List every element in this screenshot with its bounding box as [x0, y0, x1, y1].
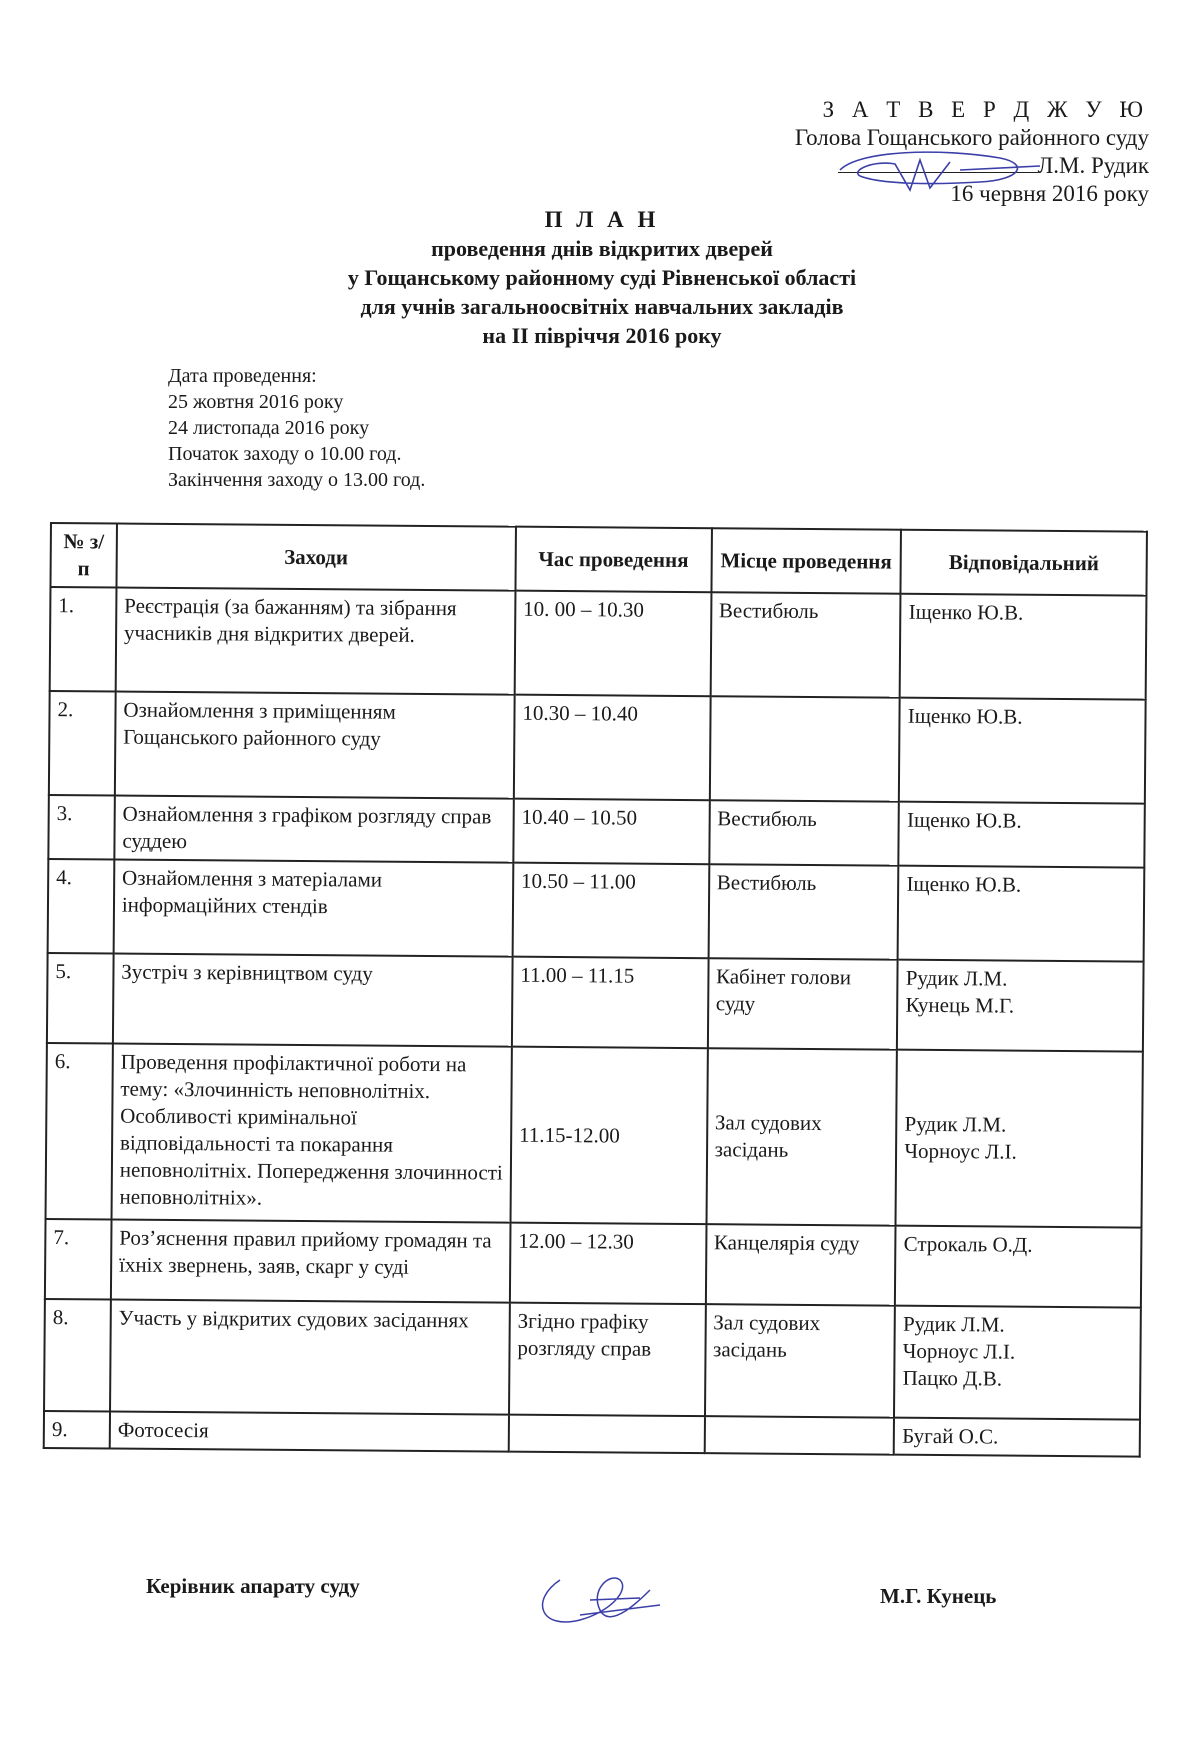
cell-responsible: Рудик Л.М. Чорноус Л.І.: [896, 1050, 1143, 1228]
cell-place: Вестибюль: [708, 864, 898, 959]
table-row: [48, 859, 1145, 962]
cell-number: 5.: [47, 953, 114, 1044]
cell-event: Реєстрація (за бажанням) та зібрання учасників дня відкритих дверей.: [116, 588, 516, 695]
cell-event: Фотосесія: [110, 1411, 509, 1451]
cell-time: 10.40 – 10.50: [513, 799, 709, 865]
cell-responsible: Іщенко Ю.В.: [898, 866, 1144, 962]
table-header-row: [50, 523, 1146, 596]
header-place: Місце проведення: [711, 528, 901, 593]
cell-time: 11.00 – 11.15: [512, 957, 708, 1049]
table-row: [50, 587, 1147, 700]
cell-responsible: Іщенко Ю.В.: [900, 594, 1146, 700]
approval-date: 16 червня 2016 року: [950, 181, 1149, 206]
header-number: № з/п: [50, 523, 116, 588]
title-line: на ІІ півріччя 2016 року: [482, 323, 722, 348]
cell-event: Ознайомлення з матеріалами інформаційних стендів: [113, 860, 513, 957]
approval-name: Л.М. Рудик: [1037, 153, 1149, 178]
plan-table: [43, 522, 1148, 1458]
cell-number: 1.: [50, 587, 117, 692]
cell-event: Ознайомлення з графіком розгляду справ суддею: [114, 796, 514, 863]
table-row: [45, 1219, 1142, 1308]
cell-responsible: Бугай О.С.: [894, 1418, 1140, 1457]
end-time: Закінчення заходу о 13.00 год.: [168, 469, 426, 491]
cell-responsible: Рудик Л.М. Чорноус Л.І. Пацко Д.В.: [894, 1306, 1141, 1420]
table-row: [46, 1043, 1143, 1228]
header-event: Заходи: [116, 524, 516, 591]
start-time: Початок заходу о 10.00 год.: [168, 443, 402, 465]
cell-time: 10. 00 – 10.30: [515, 591, 712, 697]
approval-word: З А Т В Е Р Д Ж У Ю: [822, 97, 1149, 122]
header-time: Час проведення: [515, 527, 711, 593]
dates-label: Дата проведення:: [168, 365, 317, 387]
cell-event: Участь у відкритих судових засіданнях: [110, 1300, 510, 1415]
header-responsible: Відповідальний: [901, 530, 1147, 596]
cell-place: Зал судових засідань: [706, 1048, 897, 1225]
footer-signature: [530, 1560, 680, 1650]
cell-event: Ознайомлення з приміщенням Гощанського районного суду: [115, 692, 515, 799]
cell-number: 6.: [46, 1043, 113, 1220]
title-heading: П Л А Н: [544, 207, 660, 232]
cell-responsible: Іщенко Ю.В.: [899, 698, 1145, 804]
cell-event: Роз’яснення правил прийому громадян та їхніх звернень, заяв, скарг у суді: [111, 1220, 511, 1303]
approval-signature-line: [795, 152, 1149, 180]
date-2: 24 листопада 2016 року: [168, 417, 370, 439]
footer-name: М.Г. Кунець: [880, 1584, 997, 1608]
cell-time: 10.30 – 10.40: [514, 695, 711, 801]
cell-event: Зустріч з керівництвом суду: [113, 954, 513, 1047]
document-title: [0, 205, 1204, 350]
cell-place: Зал судових засідань: [705, 1304, 896, 1417]
cell-time: Згідно графіку розгляду справ: [509, 1303, 706, 1417]
table-row: [47, 953, 1144, 1052]
cell-number: 4.: [48, 859, 115, 954]
approval-block: [795, 96, 1149, 208]
cell-number: 3.: [48, 795, 114, 860]
table-row: [49, 691, 1146, 804]
cell-number: 2.: [49, 691, 116, 796]
cell-responsible: Іщенко Ю.В.: [899, 802, 1145, 868]
approval-position: Голова Гощанського районного суду: [794, 125, 1149, 150]
cell-event: Проведення профілактичної роботи на тему: «Злочинність неповнолітніх. Особливості кримінальної відповідальності та покарання неповнолітніх. Попередження злочинності неповнолітніх».: [111, 1044, 511, 1223]
table-row: [48, 795, 1144, 868]
table-row: [44, 1411, 1140, 1457]
cell-responsible: Строкаль О.Д.: [895, 1226, 1141, 1308]
table-row: [44, 1299, 1141, 1420]
cell-number: 9.: [44, 1411, 110, 1449]
cell-place: Кабінет голови суду: [707, 958, 897, 1049]
cell-time: 12.00 – 12.30: [510, 1223, 706, 1305]
cell-place: Вестибюль: [710, 592, 901, 697]
title-line: для учнів загальноосвітніх навчальних закладів: [360, 294, 844, 319]
cell-place: [704, 1416, 894, 1454]
date-1: 25 жовтня 2016 року: [168, 391, 344, 413]
cell-number: 8.: [44, 1299, 111, 1412]
cell-time: [509, 1415, 705, 1454]
cell-responsible: Рудик Л.М. Кунець М.Г.: [897, 960, 1143, 1052]
cell-place: Канцелярія суду: [705, 1224, 895, 1305]
cell-place: [709, 696, 900, 801]
event-dates: [168, 363, 425, 493]
cell-time: 11.15-12.00: [510, 1047, 707, 1225]
cell-number: 7.: [45, 1219, 112, 1300]
cell-place: Вестибюль: [709, 800, 899, 865]
cell-time: 10.50 – 11.00: [512, 863, 708, 959]
title-line: у Гощанському районному суді Рівненської області: [347, 265, 857, 290]
footer-position: Керівник апарату суду: [146, 1574, 360, 1598]
title-line: проведення днів відкритих дверей: [431, 236, 773, 261]
